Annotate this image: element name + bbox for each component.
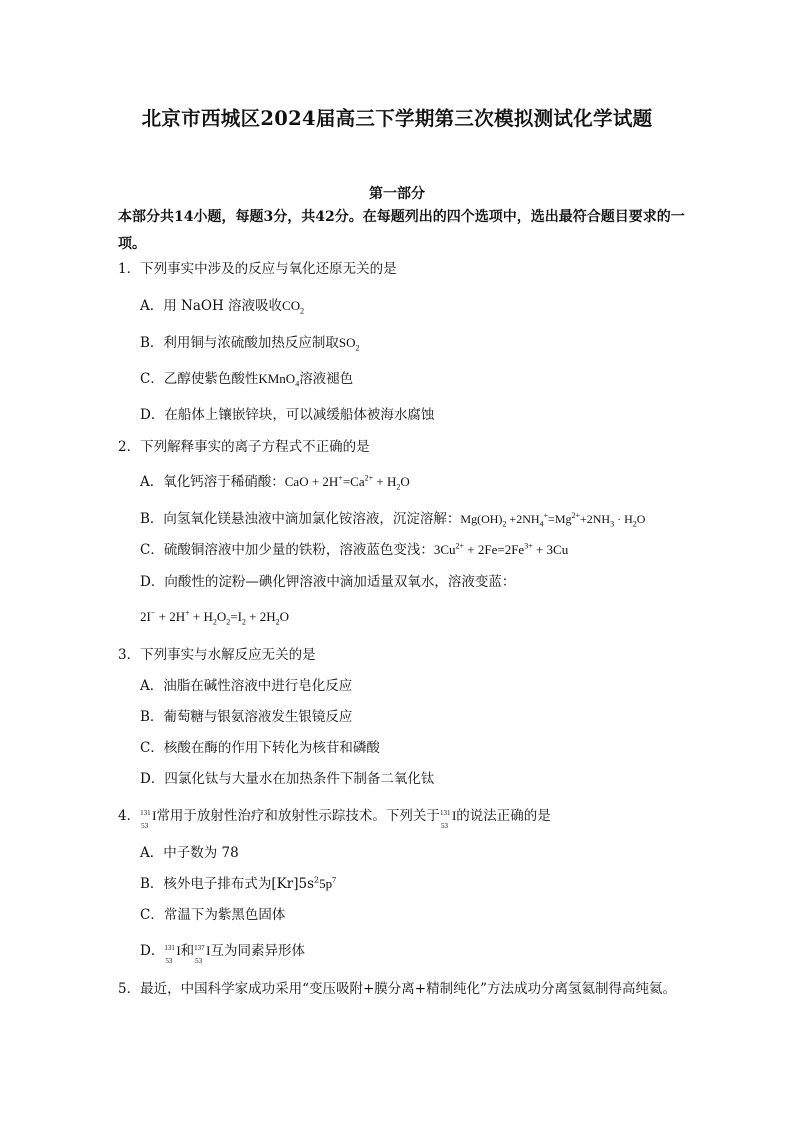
q1-option-a [140, 296, 304, 316]
page-title: 北京市西城区2024届高三下学期第三次模拟测试化学试题 [141, 107, 653, 130]
q4-number: 4． [118, 808, 141, 824]
element-i: I [152, 808, 157, 823]
q2-option-b-text: B．向氢氧化镁悬浊液中滴加氯化铵溶液，沉淀溶解： [140, 511, 461, 527]
q4-option-d-mid: 和 [180, 943, 195, 959]
q1-option-a-text: A．用 NaOH 溶液吸收 [140, 298, 283, 314]
q5-stem: 5．最近，中国科学家成功采用“变压吸附+膜分离+精制纯化”方法成功分离氢氦制得高纯氦。 [118, 981, 677, 997]
q1-option-d: D．在船体上镶嵌锌块，可以减缓船体被海水腐蚀 [140, 407, 435, 423]
q1-option-c-text-pre: C．乙醇使紫色酸性 [140, 371, 259, 387]
q2-option-b [140, 509, 645, 529]
q4-option-b-text: B．核外电子排布式为[Kr]5s [140, 876, 315, 892]
q2-stem: 2．下列解释事实的离子方程式不正确的是 [118, 439, 370, 455]
isotope-i137-symbol: 137 53 [194, 944, 205, 965]
q3-option-b: B．葡萄糖与银氨溶液发生银镜反应 [140, 709, 353, 725]
element-i-3: I [176, 943, 181, 958]
q2-option-d: D．向酸性的淀粉—碘化钾溶液中滴加适量双氧水，溶液变蓝： [140, 574, 516, 590]
q2-option-a-equation: CaO + $2H^+=Ca^{2+} + H_2O$ [284, 473, 410, 492]
q4-stem-mid: 常用于放射性治疗和放射性示踪技术。下列关于 [156, 808, 440, 824]
q4-stem-end: 的说法正确的是 [456, 808, 551, 824]
q1-option-c-text-post: 溶液褪色 [299, 371, 354, 387]
q4-stem [118, 806, 551, 830]
q2-option-c-equation: $3Cu^{2+} + 2Fe=2Fe^{3+} + 3Cu$ [433, 541, 569, 557]
q1-option-b-formula: $SO_2$ [338, 335, 360, 353]
q3-stem: 3．下列事实与水解反应无关的是 [118, 647, 316, 663]
q4-option-d [140, 941, 306, 965]
q1-option-b [140, 333, 360, 353]
q2-option-a-text: A．氧化钙溶于稀硝酸： [140, 474, 285, 490]
q3-option-c: C．核酸在酶的作用下转化为核苷和磷酸 [140, 740, 380, 756]
q2-option-c [140, 540, 568, 560]
section-instructions: 本部分共14小题，每题3分，共42分。在每题列出的四个选项中，选出最符合题目要求的一项。 [118, 209, 685, 252]
element-i-2: I [451, 808, 457, 823]
q1-option-a-formula: $CO_2$ [282, 298, 305, 316]
section-heading: 第一部分 [369, 186, 425, 202]
q1-option-c [140, 369, 353, 389]
q1-option-c-formula: KMnO$_4$ [258, 371, 300, 389]
q4-option-d-end: 互为同素异形体 [210, 943, 306, 959]
q4-option-d-label: D． [140, 943, 165, 959]
q2-option-c-text: C．硫酸铜溶液中加少量的铁粉，溶液蓝色变浅： [140, 542, 434, 558]
q4-option-a: A．中子数为 78 [140, 845, 239, 861]
q2-option-b-equation: $Mg(OH)_2 +2NH_4^+=Mg^{2+}+2NH_3 \cdot H_2O$ [460, 511, 646, 529]
q4-option-b: B．核外电子排布式为$[Kr]5s^25p^7$ [140, 875, 337, 892]
isotope-i131-symbol-3: 131 53 [164, 944, 175, 965]
element-i-4: I [206, 943, 211, 958]
q2-option-d-equation: $2I^- + 2H^+ + H_2O_2=I_2 + 2H_2O$ [140, 608, 290, 627]
q1-stem: 1．下列事实中涉及的反应与氧化还原无关的是 [118, 261, 397, 277]
q4-option-c: C．常温下为紫黑色固体 [140, 907, 286, 923]
q4-option-b-config: $5p^7$ [319, 875, 337, 891]
q1-option-b-text: B．利用铜与浓硫酸加热反应制取 [140, 335, 339, 351]
isotope-i131-symbol: 131 53 [140, 809, 151, 830]
q3-option-a: A．油脂在碱性溶液中进行皂化反应 [140, 678, 353, 694]
q3-option-d: D．四氯化钛与大量水在加热条件下制备二氧化钛 [140, 771, 435, 787]
q2-option-a [140, 472, 410, 492]
isotope-i131-symbol-2: 131 53 [439, 809, 451, 830]
